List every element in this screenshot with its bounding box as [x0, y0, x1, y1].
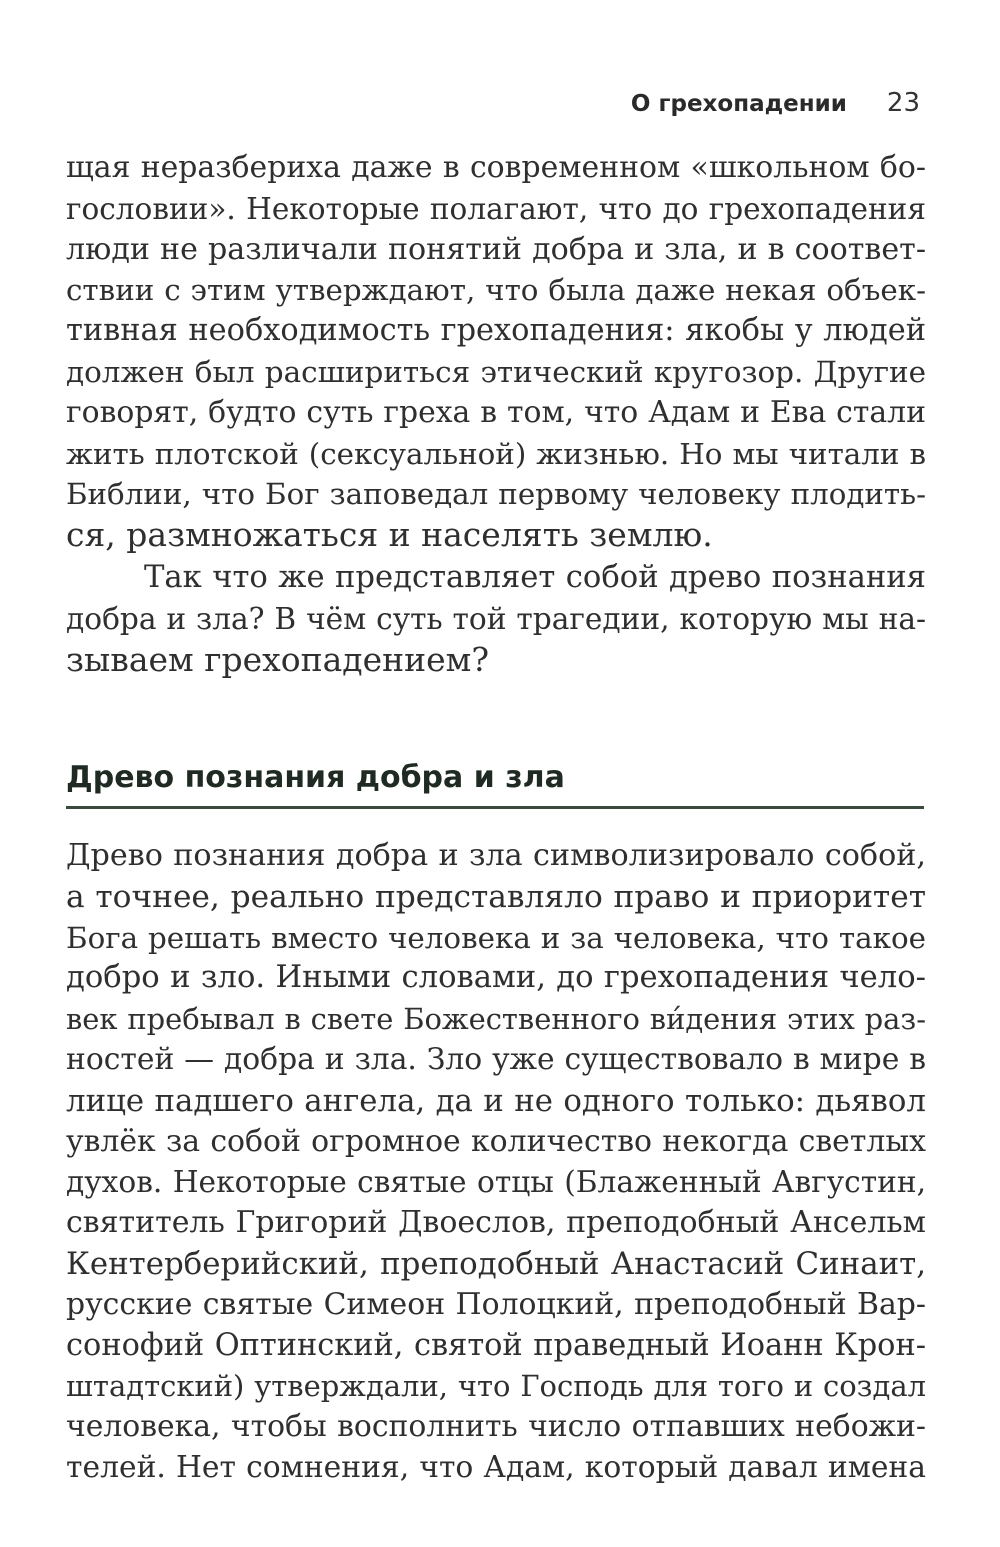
text-line: должен был расшириться этический кругозор. Другие [66, 354, 926, 389]
text-line: лице падшего ангела, да и не одного только: дьявол [66, 1082, 926, 1119]
running-title: О грехопадении [630, 91, 847, 117]
text-line: духов. Некоторые святые отцы (Блаженный Августин, [66, 1164, 926, 1200]
text-line: Бога решать вместо человека и за человека, что такое [66, 920, 926, 955]
text-line: телей. Нет сомнения, что Адам, который давал имена [66, 1449, 926, 1485]
section-heading: Древо познания добра и зла [66, 760, 565, 795]
text-line: говорят, будто суть греха в том, что Адам и Ева стали [66, 394, 926, 430]
text-line: добра и зла? В чём суть той трагедии, которую мы на- [66, 600, 926, 636]
text-line: штадтский) утверждали, что Господь для того и создал [66, 1369, 926, 1404]
page-number: 23 [886, 88, 920, 118]
text-line: ся, размножаться и населять землю. [66, 515, 713, 555]
text-line: добро и зло. Иными словами, до грехопадения чело- [66, 960, 926, 996]
paragraph-3 [66, 836, 926, 1489]
text-line: Древо познания добра и зла символизировало собой, [66, 838, 926, 873]
text-line: гословии». Некоторые полагают, что до грехопадения [66, 191, 926, 226]
text-line: русские святые Симеон Полоцкий, преподобный Вар- [66, 1286, 926, 1322]
paragraph-1 [66, 148, 926, 556]
text-line: зываем грехопадением? [66, 639, 490, 679]
running-head [631, 88, 920, 118]
text-line: Библии, что Бог заповедал первому человеку плодить- [66, 477, 926, 512]
text-line: Кентерберийский, преподобный Анастасий Синаит, [66, 1245, 926, 1282]
text-line: тивная необходимость грехопадения: якобы у людей [66, 313, 926, 349]
text-line: святитель Григорий Двоеслов, преподобный Ансельм [66, 1205, 926, 1241]
paragraph-2 [66, 558, 926, 680]
text-line: век пребывал в свете Божественного ви́дения этих раз- [66, 1002, 926, 1037]
text-line: увлёк за собой огромное количество некогда светлых [66, 1123, 926, 1159]
heading-rule [66, 806, 924, 809]
text-line: ствии с этим утверждают, что была даже некая объек- [66, 273, 926, 308]
text-line: ностей — добра и зла. Зло уже существовало в мире в [66, 1041, 926, 1077]
text-line: человека, чтобы восполнить число отпавших небожи- [66, 1409, 926, 1445]
text-line: щая неразбериха даже в современном «школьном бо- [66, 150, 926, 185]
text-line: Так что же представляет собой древо познания [144, 560, 926, 595]
text-line: жить плотской (сексуальной) жизнью. Но мы читали в [66, 436, 926, 471]
text-line: люди не различали понятий добра и зла, и в соответ- [66, 231, 926, 267]
text-line: а точнее, реально представляло право и приоритет [66, 878, 926, 915]
text-line: сонофий Оптинский, святой праведный Иоанн Крон- [66, 1327, 926, 1363]
